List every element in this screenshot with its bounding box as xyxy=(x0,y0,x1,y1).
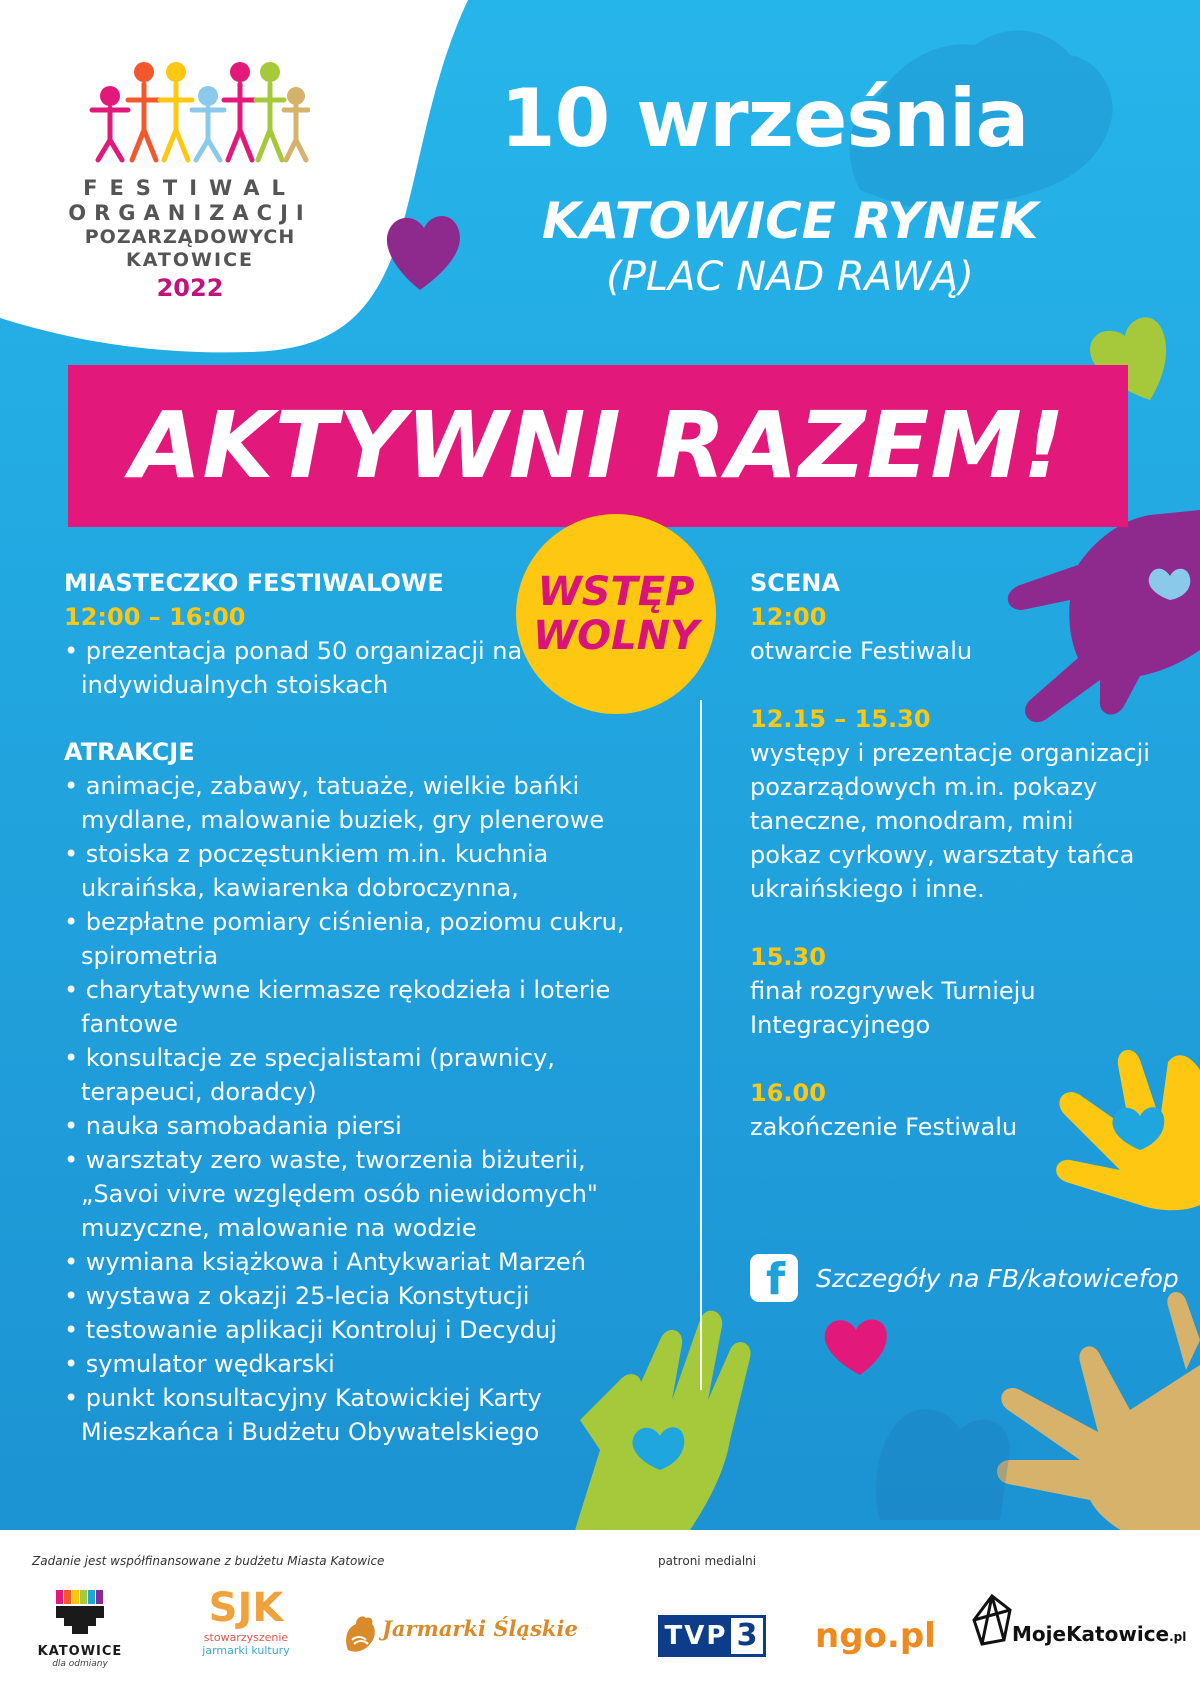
town-item: • prezentacja ponad 50 organizacji na indywidualnych stoiskach xyxy=(64,634,664,702)
footer xyxy=(0,1530,1200,1700)
people-figures-icon xyxy=(70,60,310,170)
mojekatowice-logo xyxy=(970,1590,1187,1670)
katowice-name: KATOWICE xyxy=(37,1644,123,1659)
attraction-item: • symulator wędkarski xyxy=(64,1347,664,1381)
attraction-item: • wymiana książkowa i Antykwariat Marzeń xyxy=(64,1245,664,1279)
logo-line-1: FESTIWAL xyxy=(83,176,297,200)
left-column xyxy=(64,566,664,1449)
mojekatowice-text: MojeKatowice.pl xyxy=(1012,1622,1187,1646)
right-column xyxy=(750,566,1150,1144)
stage-event-time: 16.00 xyxy=(750,1079,826,1107)
town-time: 12:00 – 16:00 xyxy=(64,603,246,631)
attraction-item: • bezpłatne pomiary ciśnienia, poziomu cukru, spirometria xyxy=(64,905,664,973)
katowice-emblem-icon xyxy=(50,1588,110,1638)
patrons-label: patroni medialni xyxy=(658,1554,757,1568)
katowice-tagline: dla odmiany xyxy=(52,1659,108,1669)
banner-title: AKTYWNI RAZEM! xyxy=(130,392,1066,499)
jarmarki-text: Jarmarki Śląskie xyxy=(382,1616,578,1641)
ngo-logo: ngo.pl xyxy=(815,1616,936,1656)
stage-event-time: 12.15 – 15.30 xyxy=(750,705,931,733)
sjk-logo xyxy=(176,1585,316,1657)
jarmarki-logo xyxy=(340,1610,578,1660)
logo-line-3: POZARZĄDOWYCH xyxy=(84,226,296,249)
attraction-item: • punkt konsultacyjny Katowickiej Karty Mieszkańca i Budżetu Obywatelskiego xyxy=(64,1381,664,1449)
attraction-item: • stoiska z poczęstunkiem m.in. kuchnia ukraińska, kawiarenka dobroczynna, xyxy=(64,837,664,905)
title-banner xyxy=(68,365,1128,527)
stage-event-time: 12:00 xyxy=(750,603,827,631)
rooster-icon xyxy=(340,1610,380,1656)
katowice-logo xyxy=(30,1588,130,1669)
column-divider xyxy=(700,700,702,1390)
faint-hand-bottom-decoration xyxy=(876,1409,1010,1520)
attraction-item: • animacje, zabawy, tatuaże, wielkie bańki mydlane, malowanie buziek, gry plenerowe xyxy=(64,769,664,837)
event-place: KATOWICE RYNEK xyxy=(541,192,1039,250)
attraction-item: • warsztaty zero waste, tworzenia biżuterii, „Savoi vivre względem osób niewidomych" muzyczne, malowanie na wodzie xyxy=(64,1143,664,1245)
festival-logo xyxy=(40,60,340,303)
tvp-box: TVP xyxy=(661,1618,731,1654)
mojekatowice-emblem-icon xyxy=(970,1590,1014,1650)
attraction-item: • konsultacje ze specjalistami (prawnicy, terapeuci, doradcy) xyxy=(64,1041,664,1109)
attraction-item: • wystawa z okazji 25-lecia Konstytucji xyxy=(64,1279,664,1313)
tvp-number: 3 xyxy=(736,1618,758,1653)
attraction-item: • nauka samobadania piersi xyxy=(64,1109,664,1143)
sjk-line-2: jarmarki kultury xyxy=(202,1644,290,1657)
stage-event-desc: finał rozgrywek Turnieju Integracyjnego xyxy=(750,977,1036,1039)
attractions-title: ATRAKCJE xyxy=(64,738,195,766)
attractions-list xyxy=(64,769,664,1449)
stage-event-time: 15.30 xyxy=(750,943,826,971)
attraction-item: • charytatywne kiermasze rękodzieła i loterie fantowe xyxy=(64,973,664,1041)
event-date: 10 września xyxy=(500,72,1029,165)
stage-event-desc: otwarcie Festiwalu xyxy=(750,637,973,665)
attraction-item: • testowanie aplikacji Kontroluj i Decyduj xyxy=(64,1313,664,1347)
stage-title: SCENA xyxy=(750,569,840,597)
free-entry-line-1: WSTĘP xyxy=(537,569,695,615)
cofinance-note: Zadanie jest współfinansowane z budżetu Miasta Katowice xyxy=(32,1554,385,1568)
stage-event-desc: występy i prezentacje organizacji pozarządowych m.in. pokazy taneczne, monodram, mini pokaz cyrkowy, warsztaty tańca ukraińskiego i inne. xyxy=(750,739,1150,903)
event-subplace: (PLAC NAD RAWĄ) xyxy=(606,254,974,300)
free-entry-line-2: WOLNY xyxy=(532,613,700,659)
logo-line-2: ORGANIZACJI xyxy=(68,201,312,226)
town-list xyxy=(64,634,664,702)
sjk-mark: SJK xyxy=(208,1585,284,1631)
facebook-link-text[interactable]: Szczegóły na FB/katowicefop xyxy=(816,1263,1179,1293)
logo-year: 2022 xyxy=(156,273,224,302)
facebook-row[interactable] xyxy=(750,1252,1179,1305)
logo-line-4: KATOWICE xyxy=(125,249,254,272)
stage-event-desc: zakończenie Festiwalu xyxy=(750,1113,1018,1141)
tvp3-logo xyxy=(658,1615,766,1657)
facebook-icon[interactable]: f xyxy=(750,1254,798,1302)
sjk-line-1: stowarzyszenie xyxy=(203,1631,289,1644)
town-title: MIASTECZKO FESTIWALOWE xyxy=(64,569,444,597)
